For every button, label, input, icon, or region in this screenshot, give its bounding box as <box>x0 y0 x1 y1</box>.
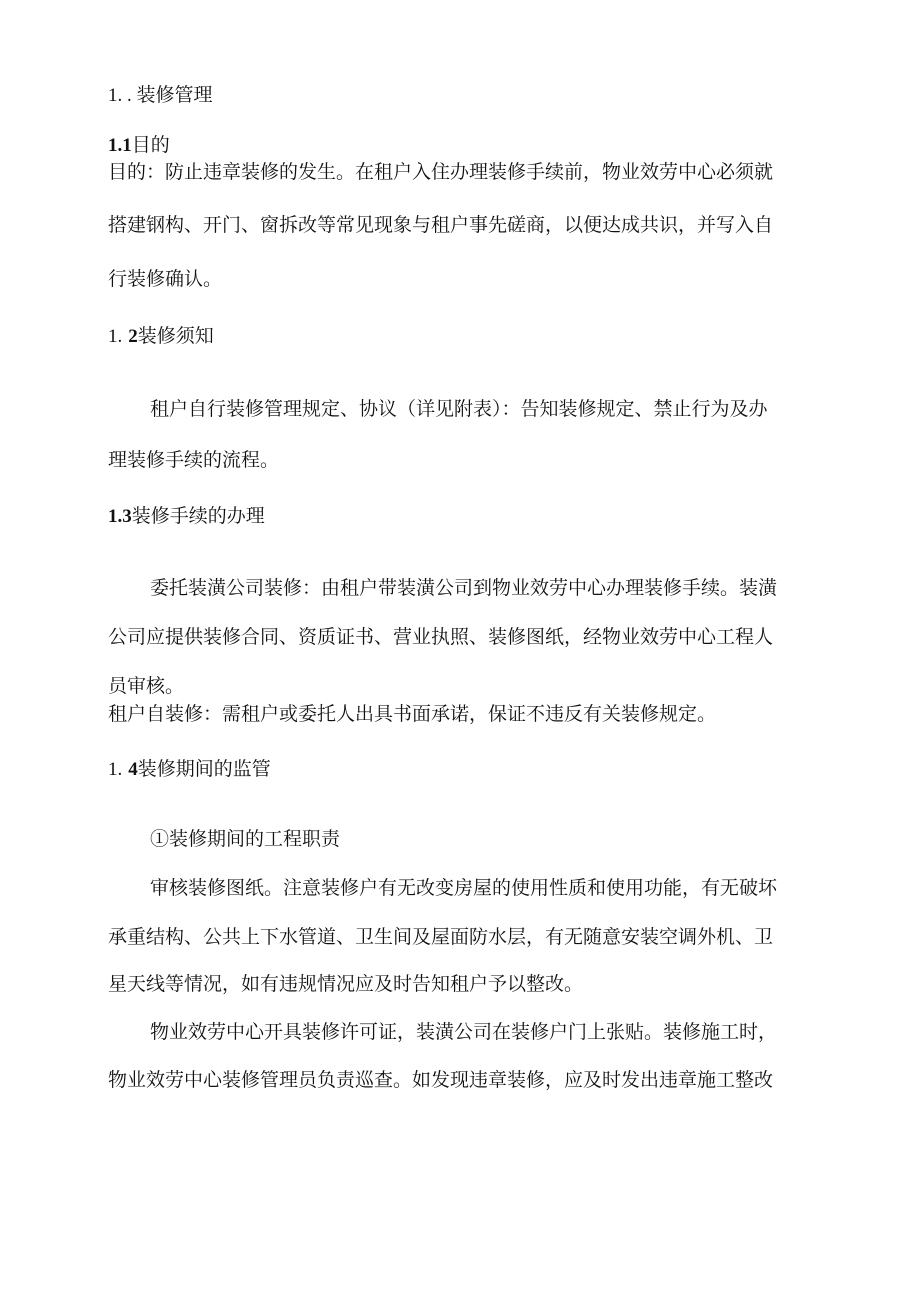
section-1-4-line: 物业效劳中心开具装修许可证，装潢公司在装修户门上张贴。装修施工时， <box>150 1021 778 1043</box>
section-1-4-line: 审核装修图纸。注意装修户有无改变房屋的使用性质和使用功能，有无破坏 <box>150 877 778 899</box>
section-1-4-line: 物业效劳中心装修管理员负责巡查。如发现违章装修，应及时发出违章施工整改 <box>108 1069 774 1091</box>
section-1-2-heading: 1. 2装修须知 <box>108 325 214 347</box>
section-1-2-line: 租户自行装修管理规定、协议（详见附表）：告知装修规定、禁止行为及办 <box>150 398 768 420</box>
section-1-2-line: 理装修手续的流程。 <box>108 449 280 471</box>
section-1-4-line: 星天线等情况，如有违规情况应及时告知租户予以整改。 <box>108 973 584 995</box>
section-1-1-line: 目的：防止违章装修的发生。在租户入住办理装修手续前，物业效劳中心必须就 <box>108 161 774 183</box>
section-1-1-line: 搭建钢构、开门、窗拆改等常见现象与租户事先磋商，以便达成共识，并写入自 <box>108 214 774 236</box>
section-1-3-line: 公司应提供装修合同、资质证书、营业执照、装修图纸，经物业效劳中心工程人 <box>108 626 774 648</box>
section-1-3-line: 租户自装修：需租户或委托人出具书面承诺，保证不违反有关装修规定。 <box>108 703 717 725</box>
section-1-4-line: 承重结构、公共上下水管道、卫生间及屋面防水层，有无随意安装空调外机、卫 <box>108 926 774 948</box>
section-1-3-heading: 1.3装修手续的办理 <box>108 505 265 527</box>
section-1-3-line: 员审核。 <box>108 675 185 697</box>
section-1-4-subheading: ①装修期间的工程职责 <box>150 828 341 850</box>
section-1-1-line: 行装修确认。 <box>108 268 223 290</box>
section-1-3-line: 委托装潢公司装修：由租户带装潢公司到物业效劳中心办理装修手续。装潢 <box>150 577 778 599</box>
section-1-1-heading: 1.1目的 <box>108 134 170 156</box>
section-1-4-heading: 1. 4装修期间的监管 <box>108 758 271 780</box>
main-heading: 1. . 装修管理 <box>108 85 213 106</box>
